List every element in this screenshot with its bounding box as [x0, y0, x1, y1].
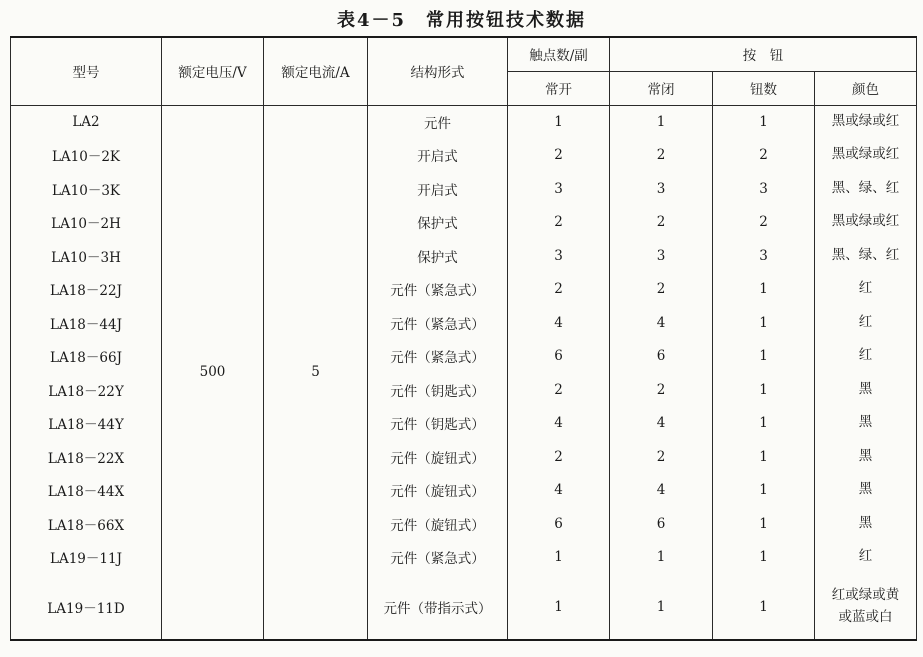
cell-button-count: 2	[713, 206, 815, 240]
cell-normally-open: 2	[508, 206, 610, 240]
cell-normally-closed: 2	[610, 373, 713, 407]
cell-normally-open: 6	[508, 507, 610, 541]
cell-structure: 元件（钥匙式）	[368, 373, 508, 407]
table-row	[11, 541, 917, 575]
cell-structure: 元件（紧急式）	[368, 541, 508, 575]
cell-color: 黑、绿、红	[815, 239, 917, 273]
cell-normally-closed: 1	[610, 105, 713, 139]
cell-voltage: 500	[162, 105, 264, 640]
cell-normally-open: 4	[508, 474, 610, 508]
cell-normally-open: 4	[508, 306, 610, 340]
cell-model: LA18－44Y	[11, 407, 162, 441]
cell-normally-closed: 4	[610, 407, 713, 441]
table-row	[11, 340, 917, 374]
cell-normally-open: 4	[508, 407, 610, 441]
cell-model: LA19－11J	[11, 541, 162, 575]
table-row	[11, 373, 917, 407]
cell-color: 黑	[815, 440, 917, 474]
table-row	[11, 273, 917, 307]
cell-normally-closed: 3	[610, 239, 713, 273]
header-structure: 结构形式	[368, 37, 508, 105]
cell-normally-closed: 2	[610, 139, 713, 173]
cell-color: 红	[815, 306, 917, 340]
cell-normally-open: 3	[508, 172, 610, 206]
table-row	[11, 172, 917, 206]
cell-button-count: 3	[713, 239, 815, 273]
cell-model: LA18－44X	[11, 474, 162, 508]
cell-current: 5	[264, 105, 368, 640]
cell-normally-open: 2	[508, 373, 610, 407]
cell-color: 红	[815, 273, 917, 307]
cell-button-count: 1	[713, 407, 815, 441]
cell-normally-closed: 6	[610, 507, 713, 541]
table-row	[11, 139, 917, 173]
cell-structure: 保护式	[368, 206, 508, 240]
cell-structure: 元件（旋钮式）	[368, 440, 508, 474]
cell-button-count: 1	[713, 105, 815, 139]
header-contacts: 触点数/副	[508, 37, 610, 71]
cell-button-count: 1	[713, 574, 815, 640]
table-row	[11, 507, 917, 541]
cell-model: LA18－66J	[11, 340, 162, 374]
cell-color: 黑或绿或红	[815, 105, 917, 139]
table-row	[11, 440, 917, 474]
cell-color: 黑	[815, 474, 917, 508]
cell-normally-open: 2	[508, 273, 610, 307]
cell-color: 黑	[815, 373, 917, 407]
table-row	[11, 574, 917, 640]
cell-button-count: 1	[713, 340, 815, 374]
table-row	[11, 407, 917, 441]
header-voltage: 额定电压/V	[162, 37, 264, 105]
table-title: 表4－5 常用按钮技术数据	[336, 10, 587, 31]
cell-normally-closed: 3	[610, 172, 713, 206]
header-button: 按 钮	[610, 37, 917, 71]
cell-model: LA2	[11, 105, 162, 139]
cell-structure: 开启式	[368, 139, 508, 173]
cell-normally-open: 2	[508, 139, 610, 173]
cell-color: 黑	[815, 407, 917, 441]
table-body	[11, 105, 917, 640]
table-row	[11, 239, 917, 273]
cell-model: LA10－3H	[11, 239, 162, 273]
cell-normally-closed: 4	[610, 474, 713, 508]
cell-structure: 保护式	[368, 239, 508, 273]
cell-button-count: 1	[713, 474, 815, 508]
cell-color: 红或绿或黄 或蓝或白	[815, 574, 917, 640]
cell-model: LA10－2H	[11, 206, 162, 240]
cell-color: 红	[815, 541, 917, 575]
cell-model: LA10－3K	[11, 172, 162, 206]
button-spec-table	[10, 36, 917, 641]
cell-structure: 元件（紧急式）	[368, 340, 508, 374]
cell-structure: 元件（带指示式）	[368, 574, 508, 640]
cell-structure: 元件（旋钮式）	[368, 507, 508, 541]
cell-color: 红	[815, 340, 917, 374]
header-model: 型号	[11, 37, 162, 105]
header-current: 额定电流/A	[264, 37, 368, 105]
cell-model: LA18－66X	[11, 507, 162, 541]
table-row	[11, 474, 917, 508]
cell-button-count: 3	[713, 172, 815, 206]
cell-normally-open: 2	[508, 440, 610, 474]
cell-structure: 元件（钥匙式）	[368, 407, 508, 441]
header-color: 颜色	[815, 71, 917, 105]
table-row	[11, 306, 917, 340]
cell-button-count: 1	[713, 373, 815, 407]
cell-normally-closed: 2	[610, 273, 713, 307]
cell-model: LA18－22J	[11, 273, 162, 307]
cell-button-count: 1	[713, 306, 815, 340]
header-normally-open: 常开	[508, 71, 610, 105]
cell-structure: 元件	[368, 105, 508, 139]
cell-model: LA18－22Y	[11, 373, 162, 407]
table-row	[11, 105, 917, 139]
cell-normally-closed: 1	[610, 574, 713, 640]
cell-model: LA18－22X	[11, 440, 162, 474]
cell-model: LA10－2K	[11, 139, 162, 173]
header-normally-closed: 常闭	[610, 71, 713, 105]
cell-structure: 开启式	[368, 172, 508, 206]
cell-button-count: 2	[713, 139, 815, 173]
cell-normally-open: 6	[508, 340, 610, 374]
table-row	[11, 206, 917, 240]
cell-normally-closed: 2	[610, 206, 713, 240]
cell-model: LA19－11D	[11, 574, 162, 640]
cell-normally-closed: 6	[610, 340, 713, 374]
cell-normally-open: 3	[508, 239, 610, 273]
cell-button-count: 1	[713, 541, 815, 575]
cell-structure: 元件（紧急式）	[368, 306, 508, 340]
cell-structure: 元件（旋钮式）	[368, 474, 508, 508]
cell-button-count: 1	[713, 440, 815, 474]
cell-button-count: 1	[713, 273, 815, 307]
header-button-count: 钮数	[713, 71, 815, 105]
cell-color: 黑、绿、红	[815, 172, 917, 206]
cell-normally-open: 1	[508, 105, 610, 139]
cell-color: 黑或绿或红	[815, 206, 917, 240]
cell-normally-closed: 4	[610, 306, 713, 340]
cell-color: 黑或绿或红	[815, 139, 917, 173]
cell-button-count: 1	[713, 507, 815, 541]
cell-normally-open: 1	[508, 574, 610, 640]
cell-normally-closed: 1	[610, 541, 713, 575]
cell-normally-closed: 2	[610, 440, 713, 474]
cell-structure: 元件（紧急式）	[368, 273, 508, 307]
cell-normally-open: 1	[508, 541, 610, 575]
cell-color: 黑	[815, 507, 917, 541]
cell-model: LA18－44J	[11, 306, 162, 340]
